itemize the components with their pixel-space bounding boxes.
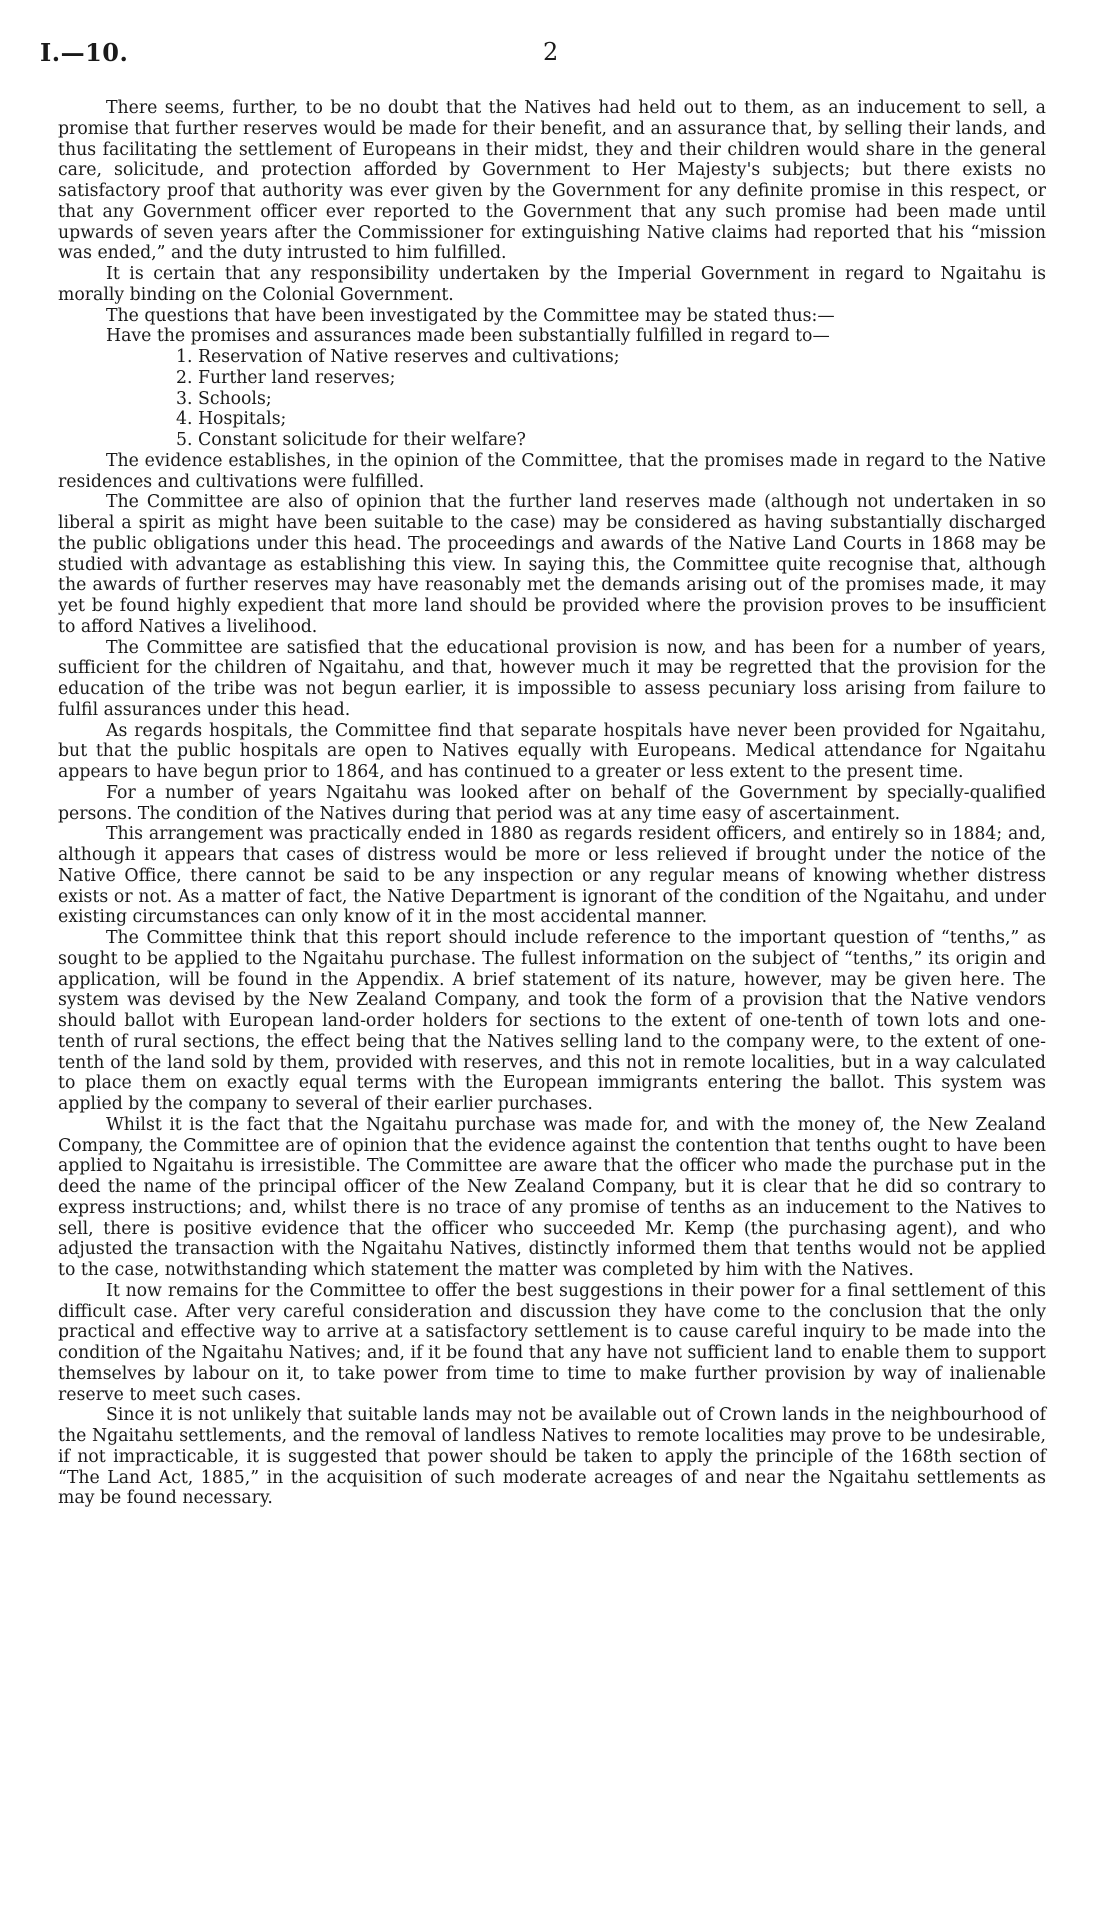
report-body [58,98,1046,1509]
question-item: 4. Hospitals; [176,409,287,430]
paragraph: The evidence establishes, in the opinion of the Committee, that the promises made in regard to the Native residences and cultivations were fulfilled. [58,450,1046,492]
paragraph: There seems, further, to be no doubt that the Natives had held out to them, as an inducement to sell, a promise that further reserves would be made for their benefit, and an assurance that, by selling their lands, and thus facilitating the settlement of Europeans in their midst, they and their children would share in the general care, solicitude, and protection afforded by Government to Her Majesty's subjects; but there exists no satisfactory proof that authority was ever given by the Government for any definite promise in this respect, or that any Government officer ever reported to the Government that any such promise had been made until upwards of seven years after the Commissioner for extinguishing Native claims had reported that his “mission was ended,” and the duty intrusted to him fulfilled. [58,98,1046,264]
paragraph: Since it is not unlikely that suitable lands may not be available out of Crown lands in the neighbourhood of the Ngaitahu settlements, and the removal of landless Natives to remote localities may prove to be undesirable, if not impracticable, it is suggested that power should be taken to apply the principle of the 168th section of “The Land Act, 1885,” in the acquisition of such moderate acreages of and near the Ngaitahu settlements as may be found necessary. [58,1405,1046,1509]
paragraph: The Committee are satisfied that the educational provision is now, and has been for a number of years, sufficient for the children of Ngaitahu, and that, however much it may be regretted that the provision for the education of the tribe was not begun earlier, it is impossible to assess pecuniary loss arising from failure to fulfil assurances under this head. [58,637,1046,720]
question-item: 3. Schools; [176,388,272,409]
paragraph: As regards hospitals, the Committee find that separate hospitals have never been provided for Ngaitahu, but that the public hospitals are open to Natives equally with Europeans. Medical attendance for Ngaitahu appears to have begun prior to 1864, and has continued to a greater or less extent to the present time. [58,720,1046,782]
paragraph: The Committee think that this report should include reference to the important question of “tenths,” as sought to be applied to the Ngaitahu purchase. The fullest information on the subject of “tenths,” its origin and application, will be found in the Appendix. A brief statement of its nature, however, may be given here. The system was devised by the New Zealand Company, and took the form of a provision that the Native vendors should ballot with European land-order holders for sections to the extent of one-tenth of town lots and one-tenth of rural sections, the effect being that the Natives selling land to the company were, to the extent of one-tenth of the land sold by them, provided with reserves, and this not in remote localities, but in a way calculated to place them on exactly equal terms with the European immigrants entering the ballot. This system was applied by the company to several of their earlier purchases. [58,928,1046,1114]
paragraph: The questions that have been investigated by the Committee may be stated thus:— [106,305,835,326]
questions-list [58,347,1046,451]
paragraph: It now remains for the Committee to offer the best suggestions in their power for a final settlement of this difficult case. After very careful consideration and discussion they have come to the conclusion that the only practical and effective way to arrive at a satisfactory settlement is to cause careful inquiry to be made into the condition of the Ngaitahu Natives; and, if it be found that any have not sufficient land to enable them to support themselves by labour on it, to take power from time to time to make further provision by way of inalienable reserve to meet such cases. [58,1280,1046,1405]
question-item: 2. Further land reserves; [176,367,396,388]
page-number: 2 [543,38,559,66]
page-header [40,38,1074,72]
paragraph: The Committee are also of opinion that the further land reserves made (although not undertaken in so liberal a spirit as might have been suitable to the case) may be considered as having substantially discharged the public obligations under this head. The proceedings and awards of the Native Land Courts in 1868 may be studied with advantage as establishing this view. In saying this, the Committee quite recognise that, although the awards of further reserves may have reasonably met the demands arising out of the promises made, it may yet be found highly expedient that more land should be provided where the provision proves to be insufficient to afford Natives a livelihood. [58,492,1046,637]
question-item: 1. Reservation of Native reserves and cultivations; [176,347,620,367]
question-item: 5. Constant solicitude for their welfare? [176,430,526,450]
paragraph: Have the promises and assurances made been substantially fulfilled in regard to— [106,326,830,347]
document-reference: I.—10. [40,38,129,67]
paragraph: For a number of years Ngaitahu was looked after on behalf of the Government by specially-qualified persons. The condition of the Natives during that period was at any time easy of ascertainment. [58,782,1046,824]
paragraph: This arrangement was practically ended in 1880 as regards resident officers, and entirely so in 1884; and, although it appears that cases of distress would be more or less relieved if brought under the notice of the Native Office, there cannot be said to be any inspection or any regular means of knowing whether distress exists or not. As a matter of fact, the Native Department is ignorant of the condition of the Ngaitahu, and under existing circumstances can only know of it in the most accidental manner. [58,824,1046,928]
paragraph: It is certain that any responsibility undertaken by the Imperial Government in regard to Ngaitahu is morally binding on the Colonial Government. [58,264,1046,305]
paragraph: Whilst it is the fact that the Ngaitahu purchase was made for, and with the money of, the New Zealand Company, the Committee are of opinion that the evidence against the contention that tenths ought to have been applied to Ngaitahu is irresistible. The Committee are aware that the officer who made the purchase put in the deed the name of the principal officer of the New Zealand Company, but it is clear that he did so contrary to express instructions; and, whilst there is no trace of any promise of tenths as an inducement to the Natives to sell, there is positive evidence that the officer who succeeded Mr. Kemp (the purchasing agent), and who adjusted the transaction with the Ngaitahu Natives, distinctly informed them that tenths would not be applied to the case, notwithstanding which statement the matter was completed by him with the Natives. [58,1114,1046,1280]
